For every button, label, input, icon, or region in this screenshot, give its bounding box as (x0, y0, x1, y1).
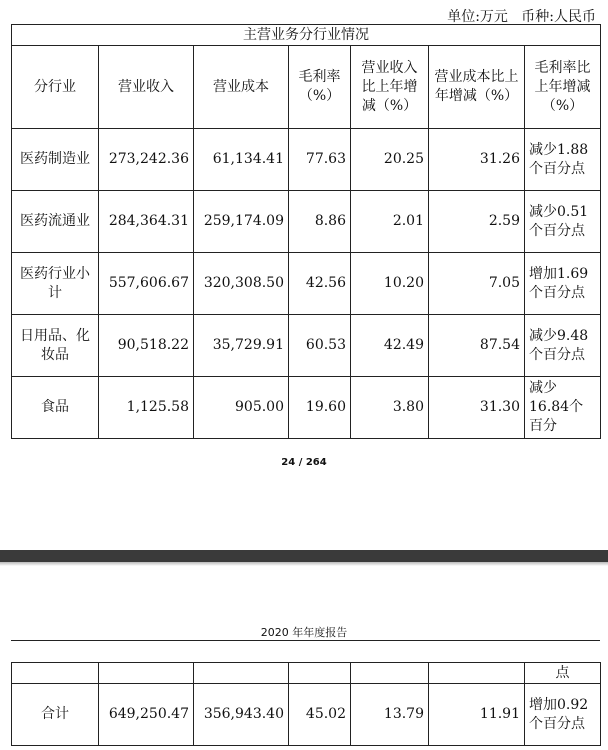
header-cost: 营业成本 (194, 46, 289, 129)
page-number: 24 / 264 (281, 457, 327, 468)
cell-revenue-change: 2.01 (351, 191, 429, 253)
cell-cost-change: 2.59 (429, 191, 525, 253)
table-row (12, 377, 601, 439)
page-separator-shadow (0, 562, 608, 566)
cell-revenue-change: 10.20 (351, 253, 429, 315)
header-margin-change: 毛利率比上年增减（%） (525, 46, 601, 129)
cell-cost: 356,943.40 (194, 684, 289, 746)
cell-cost-change: 87.54 (429, 315, 525, 377)
header-rule (11, 640, 600, 641)
cell-revenue: 1,125.58 (99, 377, 194, 439)
cell-margin: 60.53 (289, 315, 351, 377)
cell-margin-change: 增加0.92个百分点 (525, 684, 601, 746)
cell-cost: 61,134.41 (194, 129, 289, 191)
cell-margin: 77.63 (289, 129, 351, 191)
table-row (12, 253, 601, 315)
cell-revenue-change: 3.80 (351, 377, 429, 439)
header-cost-change: 营业成本比上年增减（%） (429, 46, 525, 129)
cell-margin: 8.86 (289, 191, 351, 253)
cell-revenue-change: 20.25 (351, 129, 429, 191)
cell-cost: 905.00 (194, 377, 289, 439)
cell-industry: 日用品、化妆品 (12, 315, 99, 377)
cell-empty (99, 663, 194, 684)
cell-margin: 19.60 (289, 377, 351, 439)
table-row (12, 129, 601, 191)
report-header-title: 2020 年年度报告 (260, 626, 348, 639)
cell-empty (351, 663, 429, 684)
total-row (12, 684, 601, 746)
cell-revenue: 284,364.31 (99, 191, 194, 253)
industry-revenue-table (11, 24, 601, 439)
table-row (12, 191, 601, 253)
cell-revenue: 649,250.47 (99, 684, 194, 746)
header-industry: 分行业 (12, 46, 99, 129)
cell-revenue-change: 42.49 (351, 315, 429, 377)
industry-revenue-table-continued (11, 662, 601, 746)
cell-revenue: 90,518.22 (99, 315, 194, 377)
cell-cost-change: 7.05 (429, 253, 525, 315)
cell-industry: 医药流通业 (12, 191, 99, 253)
header-revenue: 营业收入 (99, 46, 194, 129)
cell-revenue-change: 13.79 (351, 684, 429, 746)
cell-margin-change: 减少9.48个百分点 (525, 315, 601, 377)
cell-empty (289, 663, 351, 684)
cell-margin-change: 减少16.84个百分 (525, 377, 601, 439)
cell-revenue: 557,606.67 (99, 253, 194, 315)
cell-cost-change: 31.26 (429, 129, 525, 191)
table-header-row (12, 46, 601, 129)
cell-revenue: 273,242.36 (99, 129, 194, 191)
table-row (12, 315, 601, 377)
header-margin: 毛利率（%） (289, 46, 351, 129)
cell-margin: 42.56 (289, 253, 351, 315)
cell-empty (194, 663, 289, 684)
cell-margin: 45.02 (289, 684, 351, 746)
cell-industry: 医药行业小计 (12, 253, 99, 315)
cell-carry-over: 点 (525, 663, 601, 684)
page-separator (0, 550, 608, 562)
cell-industry: 医药制造业 (12, 129, 99, 191)
table-caption: 主营业务分行业情况 (12, 25, 601, 46)
cell-margin-change: 减少1.88个百分点 (525, 129, 601, 191)
cell-cost-change: 11.91 (429, 684, 525, 746)
cell-industry: 合计 (12, 684, 99, 746)
unit-currency-line: 单位:万元 币种:人民币 (447, 9, 596, 25)
cell-cost: 35,729.91 (194, 315, 289, 377)
cell-empty (12, 663, 99, 684)
header-revenue-change: 营业收入比上年增减（%） (351, 46, 429, 129)
cell-cost-change: 31.30 (429, 377, 525, 439)
carry-over-row (12, 663, 601, 684)
cell-industry: 食品 (12, 377, 99, 439)
cell-empty (429, 663, 525, 684)
cell-cost: 259,174.09 (194, 191, 289, 253)
cell-cost: 320,308.50 (194, 253, 289, 315)
cell-margin-change: 增加1.69个百分点 (525, 253, 601, 315)
cell-margin-change: 减少0.51个百分点 (525, 191, 601, 253)
